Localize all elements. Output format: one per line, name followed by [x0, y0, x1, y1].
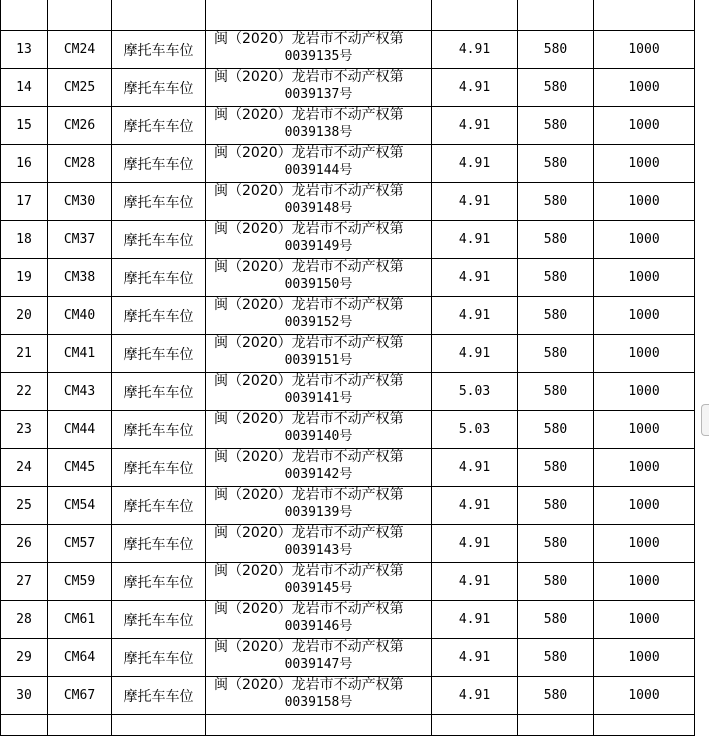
row-number-cell: 19 [1, 259, 48, 297]
table-row [1, 601, 695, 639]
certificate-line-2: 0039142号 [284, 467, 353, 482]
price-cell: 580 [518, 411, 594, 449]
amount-cell: 1000 [594, 259, 695, 297]
space-code-cell: CM67 [48, 677, 112, 715]
space-type-cell: 摩托车车位 [112, 525, 206, 563]
row-number-cell: 26 [1, 525, 48, 563]
table-body [1, 0, 695, 736]
table-row [1, 259, 695, 297]
space-type-cell: 摩托车车位 [112, 107, 206, 145]
area-cell: 4.91 [432, 69, 518, 107]
row-number-cell: 18 [1, 221, 48, 259]
certificate-line-2: 0039147号 [284, 657, 353, 672]
area-cell: 4.91 [432, 335, 518, 373]
certificate-line-1: 闽（2020）龙岩市不动产权第 [214, 335, 404, 351]
price-cell: 580 [518, 601, 594, 639]
certificate-cell [206, 639, 432, 677]
certificate-line-1: 闽（2020）龙岩市不动产权第 [214, 107, 404, 123]
certificate-line-1: 闽（2020）龙岩市不动产权第 [214, 525, 404, 541]
certificate-cell [206, 373, 432, 411]
space-code-cell: CM24 [48, 31, 112, 69]
row-number-cell: 27 [1, 563, 48, 601]
price-cell: 580 [518, 563, 594, 601]
certificate-cell [206, 69, 432, 107]
certificate-line-2: 0039135号 [284, 49, 353, 64]
price-cell: 580 [518, 525, 594, 563]
space-code-cell: CM28 [48, 145, 112, 183]
table-row [1, 373, 695, 411]
certificate-line-2: 0039145号 [284, 581, 353, 596]
space-code-cell: CM26 [48, 107, 112, 145]
certificate-line-1: 闽（2020）龙岩市不动产权第 [214, 639, 404, 655]
table-row [1, 335, 695, 373]
certificate-line-2: 0039141号 [284, 391, 353, 406]
amount-cell: 1000 [594, 31, 695, 69]
space-type-cell: 摩托车车位 [112, 31, 206, 69]
price-cell: 580 [518, 145, 594, 183]
amount-cell: 1000 [594, 525, 695, 563]
table-row [1, 563, 695, 601]
space-type-cell: 摩托车车位 [112, 335, 206, 373]
certificate-line-2: 0039139号 [284, 505, 353, 520]
certificate-cell [206, 31, 432, 69]
row-number-cell: 15 [1, 107, 48, 145]
space-code-cell: CM41 [48, 335, 112, 373]
row-number-cell: 24 [1, 449, 48, 487]
space-type-cell: 摩托车车位 [112, 411, 206, 449]
amount-cell: 1000 [594, 335, 695, 373]
certificate-line-1: 闽（2020）龙岩市不动产权第 [214, 31, 404, 47]
price-cell: 580 [518, 373, 594, 411]
table-row [1, 107, 695, 145]
space-code-cell: CM25 [48, 69, 112, 107]
price-cell: 580 [518, 639, 594, 677]
price-cell: 580 [518, 297, 594, 335]
price-cell: 580 [518, 449, 594, 487]
space-code-cell: CM61 [48, 601, 112, 639]
space-type-cell: 摩托车车位 [112, 373, 206, 411]
certificate-cell [206, 297, 432, 335]
space-code-cell: CM45 [48, 449, 112, 487]
certificate-line-1: 闽（2020）龙岩市不动产权第 [214, 145, 404, 161]
certificate-cell [206, 677, 432, 715]
space-code-cell: CM43 [48, 373, 112, 411]
area-cell: 4.91 [432, 221, 518, 259]
certificate-line-2: 0039143号 [284, 543, 353, 558]
area-cell: 4.91 [432, 487, 518, 525]
certificate-line-1: 闽（2020）龙岩市不动产权第 [214, 487, 404, 503]
amount-cell: 1000 [594, 487, 695, 525]
table-row [1, 487, 695, 525]
amount-cell: 1000 [594, 639, 695, 677]
amount-cell: 1000 [594, 563, 695, 601]
area-cell: 4.91 [432, 639, 518, 677]
space-code-cell: CM57 [48, 525, 112, 563]
space-code-cell: CM30 [48, 183, 112, 221]
certificate-line-2: 0039138号 [284, 125, 353, 140]
table-row [1, 639, 695, 677]
certificate-line-1: 闽（2020）龙岩市不动产权第 [214, 183, 404, 199]
table-row [1, 449, 695, 487]
certificate-cell [206, 411, 432, 449]
price-cell: 580 [518, 487, 594, 525]
price-cell: 580 [518, 259, 594, 297]
amount-cell: 1000 [594, 145, 695, 183]
certificate-line-1: 闽（2020）龙岩市不动产权第 [214, 563, 404, 579]
space-code-cell: CM44 [48, 411, 112, 449]
space-type-cell: 摩托车车位 [112, 563, 206, 601]
row-number-cell: 25 [1, 487, 48, 525]
certificate-line-1: 闽（2020）龙岩市不动产权第 [214, 373, 404, 389]
certificate-line-2: 0039152号 [284, 315, 353, 330]
certificate-cell [206, 183, 432, 221]
row-number-cell: 29 [1, 639, 48, 677]
certificate-line-2: 0039144号 [284, 163, 353, 178]
space-type-cell: 摩托车车位 [112, 145, 206, 183]
certificate-cell [206, 601, 432, 639]
certificate-line-1: 闽（2020）龙岩市不动产权第 [214, 411, 404, 427]
area-cell: 4.91 [432, 31, 518, 69]
space-type-cell: 摩托车车位 [112, 69, 206, 107]
price-cell: 580 [518, 69, 594, 107]
certificate-cell [206, 487, 432, 525]
area-cell: 4.91 [432, 601, 518, 639]
table-row [1, 297, 695, 335]
area-cell: 4.91 [432, 107, 518, 145]
area-cell: 5.03 [432, 373, 518, 411]
area-cell: 4.91 [432, 183, 518, 221]
price-cell: 580 [518, 335, 594, 373]
area-cell: 5.03 [432, 411, 518, 449]
table-row [1, 183, 695, 221]
certificate-cell [206, 525, 432, 563]
space-code-cell: CM54 [48, 487, 112, 525]
table-row [1, 677, 695, 715]
certificate-line-2: 0039150号 [284, 277, 353, 292]
area-cell: 4.91 [432, 145, 518, 183]
area-cell: 4.91 [432, 297, 518, 335]
certificate-line-2: 0039148号 [284, 201, 353, 216]
certificate-cell [206, 563, 432, 601]
certificate-line-2: 0039158号 [284, 695, 353, 710]
certificate-line-1: 闽（2020）龙岩市不动产权第 [214, 449, 404, 465]
certificate-line-1: 闽（2020）龙岩市不动产权第 [214, 259, 404, 275]
space-type-cell: 摩托车车位 [112, 639, 206, 677]
space-type-cell: 摩托车车位 [112, 677, 206, 715]
amount-cell: 1000 [594, 69, 695, 107]
amount-cell: 1000 [594, 411, 695, 449]
area-cell: 4.91 [432, 677, 518, 715]
space-type-cell: 摩托车车位 [112, 183, 206, 221]
price-cell: 580 [518, 31, 594, 69]
space-code-cell: CM37 [48, 221, 112, 259]
table-row [1, 411, 695, 449]
scroll-handle[interactable] [701, 404, 709, 436]
area-cell: 4.91 [432, 449, 518, 487]
certificate-cell [206, 107, 432, 145]
space-code-cell: CM38 [48, 259, 112, 297]
certificate-line-2: 0039149号 [284, 239, 353, 254]
certificate-cell [206, 259, 432, 297]
space-code-cell: CM64 [48, 639, 112, 677]
certificate-cell [206, 145, 432, 183]
amount-cell: 1000 [594, 373, 695, 411]
area-cell: 4.91 [432, 563, 518, 601]
row-number-cell: 28 [1, 601, 48, 639]
row-number-cell: 16 [1, 145, 48, 183]
space-code-cell: CM40 [48, 297, 112, 335]
row-number-cell: 30 [1, 677, 48, 715]
certificate-cell [206, 221, 432, 259]
certificate-line-2: 0039137号 [284, 87, 353, 102]
row-number-cell: 21 [1, 335, 48, 373]
price-cell: 580 [518, 221, 594, 259]
space-code-cell: CM59 [48, 563, 112, 601]
space-type-cell: 摩托车车位 [112, 487, 206, 525]
amount-cell: 1000 [594, 297, 695, 335]
price-cell: 580 [518, 183, 594, 221]
table-row [1, 525, 695, 563]
space-type-cell: 摩托车车位 [112, 601, 206, 639]
table-row-partial-bottom [1, 715, 695, 736]
certificate-line-1: 闽（2020）龙岩市不动产权第 [214, 677, 404, 693]
certificate-line-2: 0039140号 [284, 429, 353, 444]
certificate-line-1: 闽（2020）龙岩市不动产权第 [214, 297, 404, 313]
area-cell: 4.91 [432, 259, 518, 297]
row-number-cell: 22 [1, 373, 48, 411]
amount-cell: 1000 [594, 601, 695, 639]
certificate-line-1: 闽（2020）龙岩市不动产权第 [214, 601, 404, 617]
area-cell: 4.91 [432, 525, 518, 563]
space-type-cell: 摩托车车位 [112, 221, 206, 259]
price-cell: 580 [518, 677, 594, 715]
table-row-partial-top [1, 0, 695, 31]
row-number-cell: 14 [1, 69, 48, 107]
certificate-line-2: 0039146号 [284, 619, 353, 634]
row-number-cell: 23 [1, 411, 48, 449]
price-cell: 580 [518, 107, 594, 145]
row-number-cell: 17 [1, 183, 48, 221]
table-row [1, 145, 695, 183]
space-type-cell: 摩托车车位 [112, 449, 206, 487]
certificate-line-1: 闽（2020）龙岩市不动产权第 [214, 221, 404, 237]
table-row [1, 31, 695, 69]
table-row [1, 69, 695, 107]
certificate-cell [206, 335, 432, 373]
amount-cell: 1000 [594, 221, 695, 259]
space-type-cell: 摩托车车位 [112, 259, 206, 297]
amount-cell: 1000 [594, 449, 695, 487]
amount-cell: 1000 [594, 107, 695, 145]
space-type-cell: 摩托车车位 [112, 297, 206, 335]
certificate-cell [206, 449, 432, 487]
row-number-cell: 13 [1, 31, 48, 69]
certificate-line-1: 闽（2020）龙岩市不动产权第 [214, 69, 404, 85]
amount-cell: 1000 [594, 183, 695, 221]
amount-cell: 1000 [594, 677, 695, 715]
row-number-cell: 20 [1, 297, 48, 335]
certificate-line-2: 0039151号 [284, 353, 353, 368]
table-row [1, 221, 695, 259]
